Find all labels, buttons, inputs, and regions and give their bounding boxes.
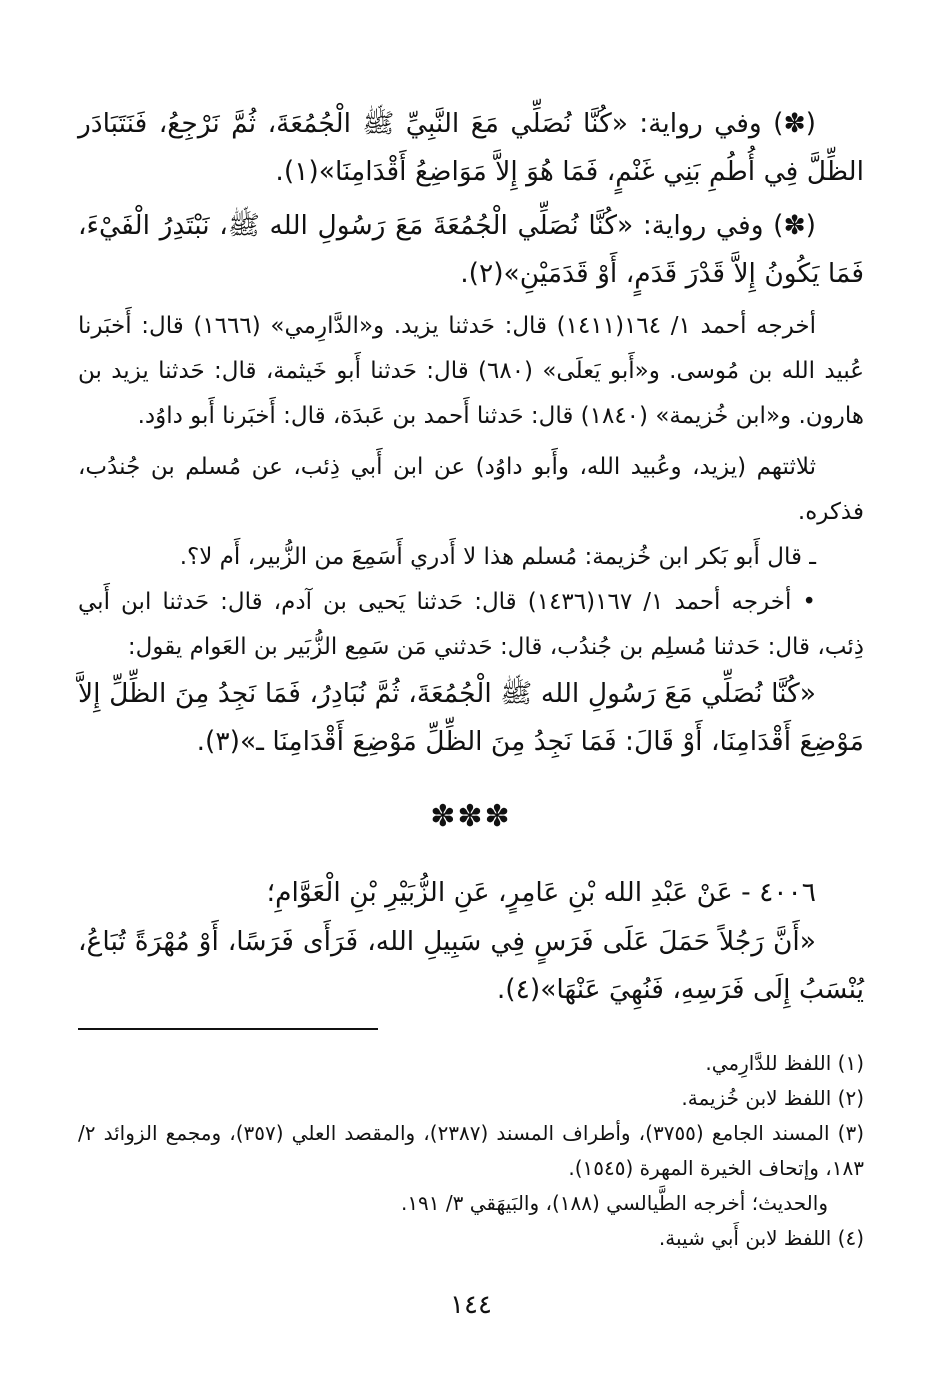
main-text <box>78 100 864 1014</box>
footnote-1: (١) اللفظ للدَّارِمي. <box>705 1051 864 1075</box>
hadith-number-heading: ٤٠٠٦ - عَنْ عَبْدِ الله بْنِ عَامِرٍ، عَنِ الزُّبَيْرِ بْنِ الْعَوَّامِ؛ <box>266 877 816 908</box>
footnote-2: (٢) اللفظ لابن خُزيمة. <box>681 1086 864 1110</box>
footnote-3: (٣) المسند الجامع (٣٧٥٥)، وأطراف المسند (٢٣٨٧)، والمقصد العلي (٣٥٧)، ومجمع الزوائد ٢/ ١٨٣، وإتحاف الخيرة المهرة (١٥٤٥). <box>78 1121 864 1180</box>
section-separator: ✽✽✽ <box>430 799 512 834</box>
hadith-text-horse: «أَنَّ رَجُلاً حَمَلَ عَلَى فَرَسٍ فِي سَبِيلِ الله، فَرَأَى فَرَسًا، أَوْ مُهْرَةً تُبَاعُ، يُنْسَبُ إِلَى فَرَسِهِ، فَنُهِيَ عَنْهَا»(٤). <box>78 926 864 1005</box>
ibn-khuzayma-comment: ـ قال أَبو بَكر ابن خُزيمة: مُسلم هذا لا أَدري أَسَمِعَ من الزُّبير، أَم لا؟. <box>179 544 816 570</box>
narration-variant-1: (✽) وفي رواية: «كُنَّا نُصَلِّي مَعَ النَّبِيِّ ﷺ الْجُمُعَةَ، ثُمَّ نَرْجِعُ، فَنَتَبَادَر الظِّلَّ فِي أُطُمِ بَنِي غَنْمٍ، فَمَا هُوَ إِلاَّ مَوَاضِعُ أَقْدَامِنَا»(١). <box>78 108 864 187</box>
footnote-rule <box>78 1028 378 1030</box>
second-takhrij: • أخرجه أحمد ١/ ١٦٧(١٤٣٦) قال: حَدثنا يَحيى بن آدم، قال: حَدثنا ابن أَبي ذِئب، قال: حَدثنا مُسلِم بن جُندُب، قال: حَدثني مَن سَمِع الزُّبَير بن العَوام يقول: <box>78 589 864 660</box>
footnote-4: (٤) اللفظ لابن أَبي شيبة. <box>658 1226 864 1250</box>
footnotes <box>78 1046 864 1256</box>
takhrij-paragraph: أخرجه أحمد ١/ ١٦٤(١٤١١) قال: حَدثنا يزيد. و«الدَّارِمي» (١٦٦٦) قال: أَخبَرنا عُبيد الله بن مُوسى. و«أَبو يَعلَى» (٦٨٠) قال: حَدثنا أَبو خَيثمة، قال: حَدثنا يزيد بن هارون. و«ابن خُزيمة» (١٨٤٠) قال: حَدثنا أَحمد بن عَبدَة، قال: أَخبَرنا أَبو داوُد. <box>78 313 864 429</box>
page-number: ١٤٤ <box>450 1290 492 1320</box>
narration-variant-2: (✽) وفي رواية: «كُنَّا نُصَلِّي الْجُمُعَةَ مَعَ رَسُولِ الله ﷺ، نَبْتَدِرُ الْفَيْءَ، فَمَا يَكُونُ إِلاَّ قَدْرَ قَدَمٍ، أَوْ قَدَمَيْنِ»(٢). <box>78 210 864 289</box>
narrators-summary: ثلاثتهم (يزيد، وعُبيد الله، وأَبو داوُد) عن ابن أَبي ذِئب، عن مُسلم بن جُندُب، فذكره. <box>78 454 864 525</box>
footnote-3-continuation: والحديث؛ أخرجه الطَّيالسي (١٨٨)، والبَيهَقي ٣/ ١٩١. <box>400 1191 828 1215</box>
hadith-text-zubayr: «كُنَّا نُصَلِّي مَعَ رَسُولِ الله ﷺ الْجُمُعَةَ، ثُمَّ نُبَادِرُ، فَمَا نَجِدُ مِنَ الظِّلِّ إِلاَّ مَوْضِعَ أَقْدَامِنَا، أَوْ قَالَ: فَمَا نَجِدُ مِنَ الظِّلِّ مَوْضِعَ أَقْدَامِنَا ـ»(٣). <box>78 678 864 757</box>
